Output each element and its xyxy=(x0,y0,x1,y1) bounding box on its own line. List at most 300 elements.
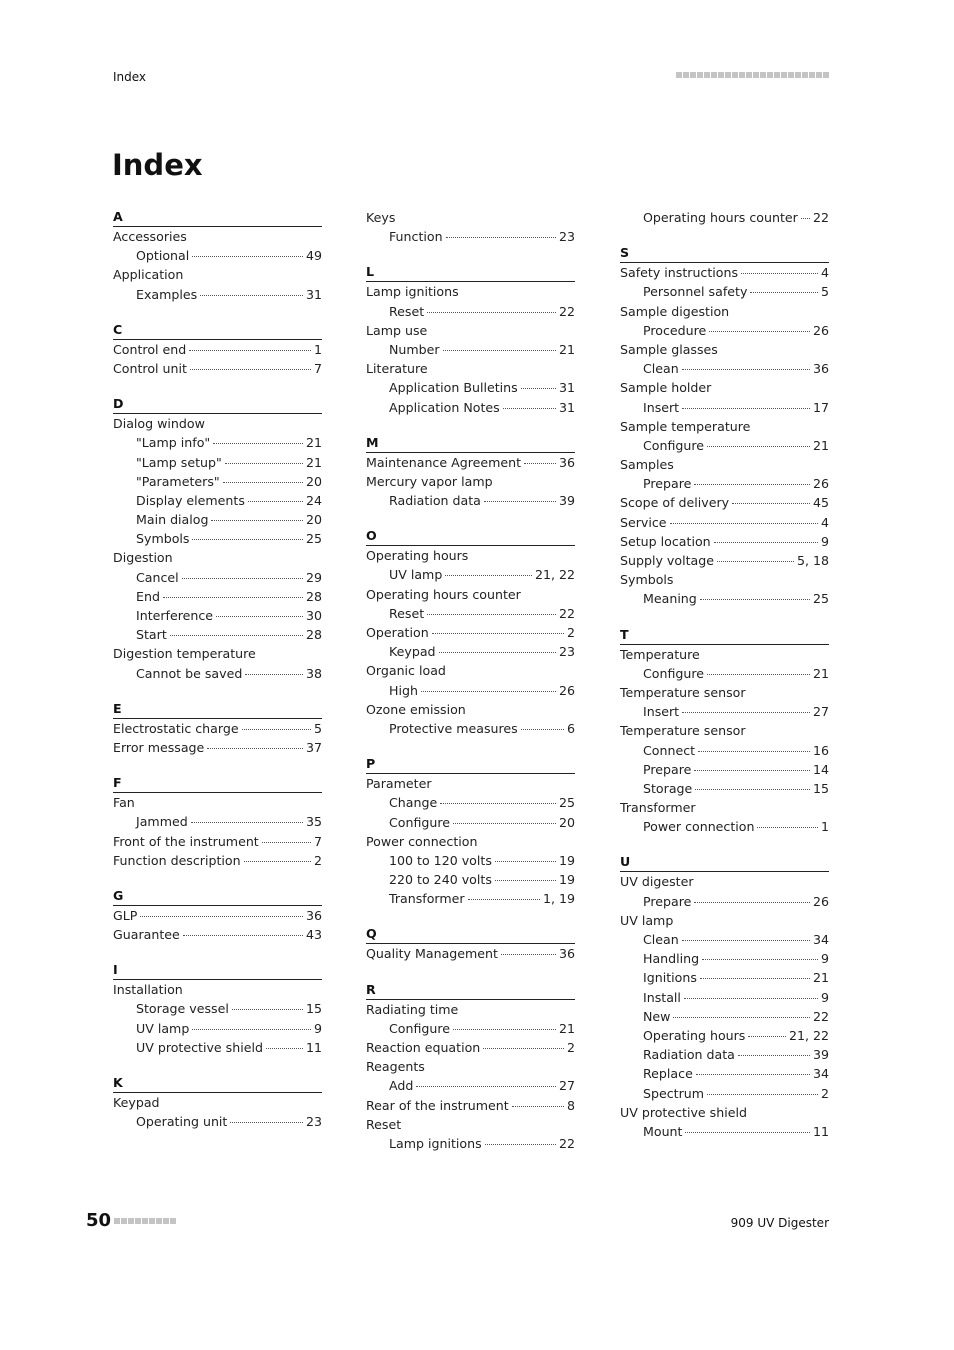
entry-page-ref: 7 xyxy=(313,833,322,849)
entry-page-ref: 26 xyxy=(558,682,575,698)
index-subentry xyxy=(620,321,829,340)
dot-leader xyxy=(440,803,556,804)
index-subentry xyxy=(366,1076,575,1095)
entry-text: Configure xyxy=(643,437,705,453)
entry-text: Prepare xyxy=(643,893,692,909)
index-entry xyxy=(620,551,829,570)
entry-text: End xyxy=(136,588,160,604)
entry-text: Spectrum xyxy=(643,1085,705,1101)
entry-text: Power connection xyxy=(366,833,478,849)
index-subentry xyxy=(620,1064,829,1083)
index-group xyxy=(113,774,322,870)
entry-text: Insert xyxy=(643,704,680,720)
entry-page-ref: 21 xyxy=(305,454,322,470)
entry-text: Mount xyxy=(643,1123,683,1139)
index-subentry xyxy=(620,589,829,608)
entry-text: Quality Management xyxy=(366,946,498,962)
entry-text: Cancel xyxy=(136,569,179,585)
entry-text: "Parameters" xyxy=(136,473,220,489)
entry-page-ref: 36 xyxy=(305,907,322,923)
index-subentry xyxy=(620,968,829,987)
index-entry xyxy=(113,851,322,870)
header-decoration xyxy=(676,72,829,78)
index-entry xyxy=(366,359,575,378)
decoration-square xyxy=(739,72,745,78)
entry-text: Radiation data xyxy=(389,493,481,509)
dot-leader xyxy=(521,729,564,730)
entry-text: Safety instructions xyxy=(620,265,739,281)
dot-leader xyxy=(432,633,564,634)
entry-text: Reset xyxy=(389,303,425,319)
entry-page-ref: 9 xyxy=(820,533,829,549)
dot-leader xyxy=(484,501,556,502)
dot-leader xyxy=(446,237,556,238)
index-entry xyxy=(366,774,575,793)
entry-text: Mercury vapor lamp xyxy=(366,473,493,489)
decoration-square xyxy=(802,72,808,78)
index-subentry xyxy=(620,930,829,949)
entry-page-ref: 1, 19 xyxy=(542,891,575,907)
index-letter-heading: T xyxy=(620,626,829,645)
dot-leader xyxy=(684,998,818,999)
entry-text: Function xyxy=(389,229,443,245)
entry-page-ref: 38 xyxy=(305,665,322,681)
decoration-square xyxy=(156,1218,162,1224)
entry-page-ref: 14 xyxy=(812,761,829,777)
index-entry xyxy=(620,721,829,740)
index-entry xyxy=(113,1093,322,1112)
entry-text: Radiation data xyxy=(643,1047,735,1063)
entry-text: UV lamp xyxy=(620,912,674,928)
entry-page-ref: 8 xyxy=(566,1097,575,1113)
decoration-square xyxy=(114,1218,120,1224)
index-subentry xyxy=(620,1045,829,1064)
index-subentry xyxy=(366,227,575,246)
entry-page-ref: 26 xyxy=(812,893,829,909)
dot-leader xyxy=(230,1122,303,1123)
dot-leader xyxy=(694,484,810,485)
dot-leader xyxy=(439,652,556,653)
dot-leader xyxy=(245,674,303,675)
entry-page-ref: 15 xyxy=(305,1001,322,1017)
entry-text: Rear of the instrument xyxy=(366,1097,509,1113)
dot-leader xyxy=(717,561,794,562)
entry-text: Lamp use xyxy=(366,322,428,338)
dot-leader xyxy=(700,599,810,600)
decoration-square xyxy=(753,72,759,78)
index-subentry xyxy=(620,779,829,798)
dot-leader xyxy=(468,899,540,900)
entry-page-ref: 24 xyxy=(305,492,322,508)
index-entry xyxy=(366,623,575,642)
entry-page-ref: 11 xyxy=(812,1123,829,1139)
entry-page-ref: 22 xyxy=(558,605,575,621)
dot-leader xyxy=(757,827,818,828)
entry-text: Examples xyxy=(136,286,198,302)
index-subentry xyxy=(366,565,575,584)
index-entry xyxy=(113,925,322,944)
index-subentry xyxy=(620,988,829,1007)
entry-text: Reset xyxy=(389,605,425,621)
dot-leader xyxy=(248,501,303,502)
index-subentry xyxy=(113,625,322,644)
entry-text: Add xyxy=(389,1078,414,1094)
dot-leader xyxy=(696,1074,810,1075)
index-entry xyxy=(366,1096,575,1115)
index-group xyxy=(113,208,322,304)
dot-leader xyxy=(702,959,818,960)
entry-page-ref: 22 xyxy=(558,1135,575,1151)
dot-leader xyxy=(242,729,311,730)
entry-text: Application xyxy=(113,267,184,283)
index-entry xyxy=(113,832,322,851)
index-subentry xyxy=(366,642,575,661)
entry-text: Sample glasses xyxy=(620,341,718,357)
entry-page-ref: 2 xyxy=(566,1040,575,1055)
entry-text: Operating unit xyxy=(136,1114,228,1130)
decoration-square xyxy=(816,72,822,78)
index-subentry xyxy=(113,587,322,606)
index-subentry xyxy=(620,1084,829,1103)
entry-page-ref: 19 xyxy=(558,872,575,888)
dot-leader xyxy=(140,916,303,917)
entry-text: Dialog window xyxy=(113,416,205,432)
index-subentry xyxy=(366,719,575,738)
index-letter-heading: D xyxy=(113,395,322,414)
index-subentry xyxy=(113,246,322,265)
index-letter-heading: Q xyxy=(366,925,575,944)
index-subentry xyxy=(113,999,322,1018)
entry-page-ref: 21 xyxy=(812,970,829,986)
entry-text: Handling xyxy=(643,951,700,967)
entry-text: GLP xyxy=(113,907,138,923)
entry-page-ref: 23 xyxy=(558,644,575,660)
index-letter-heading: L xyxy=(366,263,575,282)
dot-leader xyxy=(182,578,303,579)
entry-text: UV protective shield xyxy=(136,1039,263,1055)
dot-leader xyxy=(738,1055,810,1056)
entry-text: Scope of delivery xyxy=(620,495,730,511)
index-subentry xyxy=(366,1134,575,1153)
index-letter-heading: C xyxy=(113,321,322,340)
page-title: Index xyxy=(112,148,203,182)
index-subentry xyxy=(113,529,322,548)
index-group xyxy=(366,263,575,416)
entry-page-ref: 1 xyxy=(313,341,322,357)
entry-page-ref: 39 xyxy=(558,493,575,509)
index-group xyxy=(113,321,322,378)
dot-leader xyxy=(427,312,556,313)
index-entry xyxy=(113,719,322,738)
index-subentry xyxy=(366,681,575,700)
index-entry xyxy=(620,1103,829,1122)
entry-text: Power connection xyxy=(643,819,755,835)
entry-page-ref: 28 xyxy=(305,588,322,604)
entry-page-ref: 28 xyxy=(305,627,322,643)
index-entry xyxy=(620,340,829,359)
index-letter-heading: K xyxy=(113,1074,322,1093)
dot-leader xyxy=(524,463,556,464)
index-entry xyxy=(113,227,322,246)
entry-text: Install xyxy=(643,989,681,1005)
dot-leader xyxy=(216,616,303,617)
index-letter-heading: F xyxy=(113,774,322,793)
dot-leader xyxy=(207,748,303,749)
index-entry xyxy=(366,282,575,301)
entry-text: Transformer xyxy=(389,891,465,907)
entry-page-ref: 22 xyxy=(558,303,575,319)
entry-text: Procedure xyxy=(643,322,707,338)
entry-text: Configure xyxy=(389,1020,451,1036)
index-subentry xyxy=(366,340,575,359)
entry-page-ref: 36 xyxy=(558,454,575,470)
index-entry xyxy=(366,661,575,680)
entry-text: Fan xyxy=(113,795,135,811)
dot-leader xyxy=(694,770,810,771)
index-group xyxy=(366,208,575,246)
entry-text: Lamp ignitions xyxy=(366,284,459,300)
entry-text: Electrostatic charge xyxy=(113,720,239,736)
index-entry xyxy=(620,263,829,282)
index-entry xyxy=(620,683,829,702)
index-letter-heading: P xyxy=(366,755,575,774)
index-entry xyxy=(620,872,829,891)
entry-text: UV lamp xyxy=(389,567,443,583)
dot-leader xyxy=(453,823,556,824)
entry-page-ref: 22 xyxy=(812,210,829,225)
entry-page-ref: 5 xyxy=(313,720,322,736)
dot-leader xyxy=(232,1009,303,1010)
index-entry xyxy=(366,1057,575,1076)
entry-page-ref: 2 xyxy=(820,1085,829,1101)
dot-leader xyxy=(503,408,556,409)
index-entry xyxy=(366,453,575,472)
entry-page-ref: 15 xyxy=(812,780,829,796)
index-subentry xyxy=(620,817,829,836)
dot-leader xyxy=(189,350,311,351)
index-subentry xyxy=(113,1112,322,1131)
index-subentry xyxy=(620,664,829,683)
index-entry xyxy=(113,644,322,663)
decoration-square xyxy=(718,72,724,78)
index-entry xyxy=(113,548,322,567)
entry-page-ref: 31 xyxy=(305,286,322,302)
dot-leader xyxy=(262,842,311,843)
entry-text: Clean xyxy=(643,932,679,947)
dot-leader xyxy=(427,614,556,615)
dot-leader xyxy=(714,542,818,543)
entry-text: Storage xyxy=(643,780,693,796)
entry-text: Reaction equation xyxy=(366,1040,481,1055)
index-entry xyxy=(366,832,575,851)
entry-page-ref: 9 xyxy=(820,989,829,1005)
decoration-square xyxy=(746,72,752,78)
entry-text: New xyxy=(643,1008,671,1024)
dot-leader xyxy=(244,861,311,862)
entry-text: Configure xyxy=(643,665,705,681)
entry-text: Service xyxy=(620,514,667,530)
entry-page-ref: 20 xyxy=(305,473,322,489)
entry-text: Front of the instrument xyxy=(113,833,259,849)
entry-text: "Lamp setup" xyxy=(136,454,222,470)
entry-text: Keys xyxy=(366,210,396,225)
dot-leader xyxy=(682,408,810,409)
dot-leader xyxy=(709,331,810,332)
dot-leader xyxy=(443,350,556,351)
entry-text: Insert xyxy=(643,399,680,415)
index-entry xyxy=(620,513,829,532)
dot-leader xyxy=(682,369,810,370)
dot-leader xyxy=(211,520,302,521)
index-letter-heading: A xyxy=(113,208,322,227)
index-subentry xyxy=(113,453,322,472)
index-group xyxy=(113,961,322,1057)
index-subentry xyxy=(620,741,829,760)
entry-text: Operation xyxy=(366,625,429,640)
index-entry xyxy=(366,546,575,565)
entry-text: Digestion xyxy=(113,550,173,566)
entry-text: Function description xyxy=(113,852,241,868)
dot-leader xyxy=(707,674,810,675)
entry-page-ref: 25 xyxy=(812,591,829,607)
index-entry xyxy=(620,455,829,474)
entry-text: Protective measures xyxy=(389,720,518,736)
index-column-1 xyxy=(113,208,322,1148)
entry-page-ref: 1 xyxy=(820,819,829,835)
entry-page-ref: 21 xyxy=(558,1020,575,1036)
entry-page-ref: 25 xyxy=(558,795,575,811)
index-letter-heading: U xyxy=(620,853,829,872)
entry-page-ref: 9 xyxy=(820,951,829,967)
dot-leader xyxy=(485,1144,556,1145)
entry-page-ref: 21 xyxy=(305,435,322,451)
decoration-square xyxy=(732,72,738,78)
entry-text: UV protective shield xyxy=(620,1104,747,1120)
index-entry xyxy=(113,793,322,812)
index-subentry xyxy=(113,1038,322,1057)
entry-text: Cannot be saved xyxy=(136,665,243,681)
dot-leader xyxy=(685,1132,809,1133)
dot-leader xyxy=(698,751,810,752)
dot-leader xyxy=(512,1106,564,1107)
index-subentry xyxy=(620,1122,829,1141)
entry-text: Application Bulletins xyxy=(389,380,518,396)
entry-page-ref: 4 xyxy=(820,265,829,281)
entry-text: Maintenance Agreement xyxy=(366,454,522,470)
entry-text: Ignitions xyxy=(643,970,697,986)
index-subentry xyxy=(113,510,322,529)
index-group xyxy=(620,853,829,1141)
index-subentry xyxy=(620,760,829,779)
dot-leader xyxy=(225,463,303,464)
entry-page-ref: 21, 22 xyxy=(788,1027,829,1043)
dot-leader xyxy=(163,597,303,598)
entry-page-ref: 21 xyxy=(812,665,829,681)
entry-text: Meaning xyxy=(643,591,697,607)
entry-text: Optional xyxy=(136,248,190,264)
dot-leader xyxy=(445,575,532,576)
index-subentry xyxy=(366,851,575,870)
decoration-square xyxy=(795,72,801,78)
decoration-square xyxy=(823,72,829,78)
index-subentry xyxy=(620,436,829,455)
dot-leader xyxy=(170,635,303,636)
index-group xyxy=(113,395,322,683)
index-subentry xyxy=(620,359,829,378)
index-entry xyxy=(366,1038,575,1057)
index-subentry xyxy=(113,606,322,625)
entry-page-ref: 16 xyxy=(812,742,829,758)
index-entry xyxy=(620,570,829,589)
index-entry xyxy=(620,798,829,817)
entry-page-ref: 31 xyxy=(558,399,575,415)
index-subentry xyxy=(366,889,575,908)
entry-page-ref: 43 xyxy=(305,927,322,943)
entry-page-ref: 11 xyxy=(305,1039,322,1055)
dot-leader xyxy=(266,1048,303,1049)
entry-text: Clean xyxy=(643,361,679,377)
dot-leader xyxy=(732,503,810,504)
index-entry xyxy=(620,378,829,397)
entry-page-ref: 2 xyxy=(313,852,322,868)
entry-text: Reagents xyxy=(366,1059,425,1075)
index-entry xyxy=(620,645,829,664)
index-entry xyxy=(113,340,322,359)
entry-page-ref: 31 xyxy=(558,380,575,396)
index-entry xyxy=(113,738,322,757)
entry-page-ref: 23 xyxy=(305,1114,322,1130)
entry-page-ref: 39 xyxy=(812,1047,829,1063)
entry-page-ref: 21 xyxy=(558,341,575,357)
entry-text: Application Notes xyxy=(389,399,500,415)
entry-page-ref: 36 xyxy=(812,361,829,377)
entry-text: Literature xyxy=(366,361,428,377)
dot-leader xyxy=(741,273,818,274)
entry-text: Change xyxy=(389,795,438,811)
dot-leader xyxy=(223,482,303,483)
index-subentry xyxy=(620,282,829,301)
dot-leader xyxy=(695,789,810,790)
entry-text: Accessories xyxy=(113,229,187,244)
decoration-square xyxy=(697,72,703,78)
dot-leader xyxy=(183,935,303,936)
entry-page-ref: 2 xyxy=(566,625,575,640)
index-letter-heading: S xyxy=(620,244,829,263)
index-subentry xyxy=(620,892,829,911)
entry-text: Display elements xyxy=(136,492,245,508)
index-group xyxy=(366,434,575,511)
index-subentry xyxy=(113,568,322,587)
decoration-square xyxy=(767,72,773,78)
index-group xyxy=(366,981,575,1154)
entry-page-ref: 23 xyxy=(558,229,575,245)
entry-text: Lamp ignitions xyxy=(389,1135,482,1151)
entry-text: Installation xyxy=(113,982,183,998)
entry-text: Connect xyxy=(643,742,696,758)
decoration-square xyxy=(683,72,689,78)
index-entry xyxy=(113,359,322,378)
entry-text: Jammed xyxy=(136,814,188,830)
decoration-square xyxy=(725,72,731,78)
index-entry xyxy=(620,302,829,321)
index-subentry xyxy=(366,378,575,397)
entry-text: Symbols xyxy=(620,572,674,588)
decoration-square xyxy=(135,1218,141,1224)
entry-page-ref: 21, 22 xyxy=(534,567,575,583)
dot-leader xyxy=(200,295,303,296)
entry-text: Storage vessel xyxy=(136,1001,229,1017)
entry-page-ref: 5, 18 xyxy=(796,553,829,568)
